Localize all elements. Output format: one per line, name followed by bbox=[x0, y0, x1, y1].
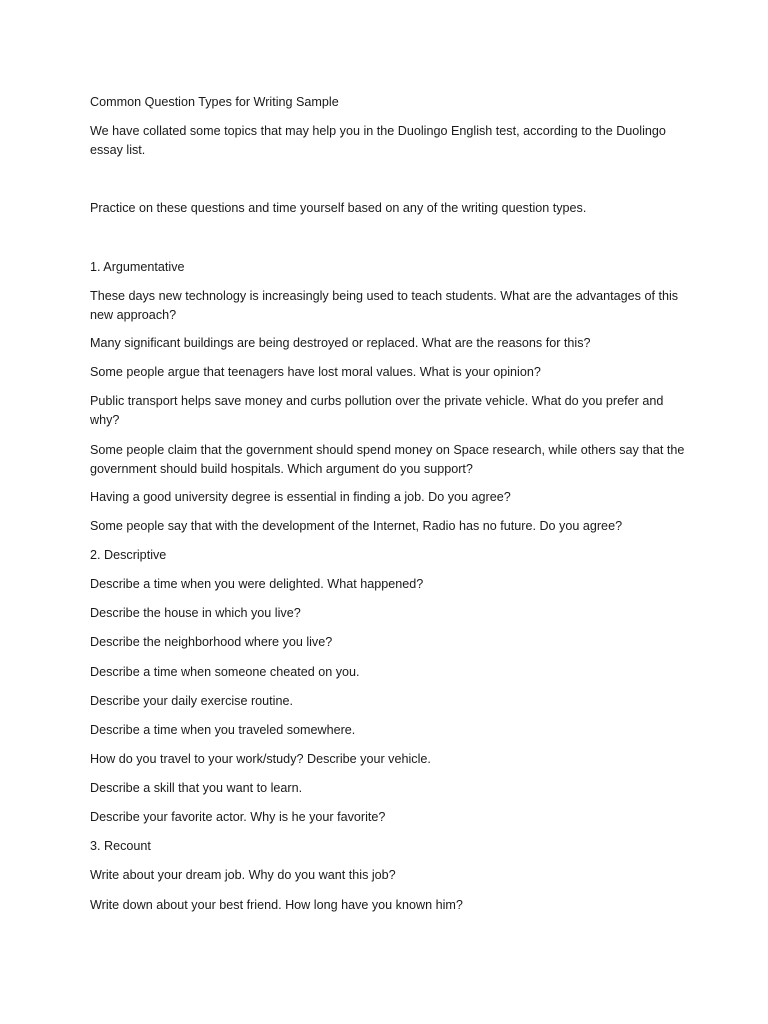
section-heading-recount: 3. Recount bbox=[90, 839, 151, 853]
question-item: Many significant buildings are being destroyed or replaced. What are the reasons for this? bbox=[90, 336, 591, 350]
question-item: Describe a time when someone cheated on you. bbox=[90, 665, 360, 679]
question-item: Describe the neighborhood where you live? bbox=[90, 635, 333, 649]
question-item: How do you travel to your work/study? Describe your vehicle. bbox=[90, 752, 431, 766]
question-item: Some people say that with the development of the Internet, Radio has no future. Do you agree? bbox=[90, 519, 623, 533]
document-title: Common Question Types for Writing Sample bbox=[90, 95, 339, 109]
question-item: Describe the house in which you live? bbox=[90, 606, 301, 620]
question-item: Describe a time when you were delighted. What happened? bbox=[90, 577, 424, 591]
question-item: Having a good university degree is essential in finding a job. Do you agree? bbox=[90, 490, 511, 504]
section-heading-argumentative: 1. Argumentative bbox=[90, 260, 185, 274]
section-heading-descriptive: 2. Descriptive bbox=[90, 548, 167, 562]
question-item: Public transport helps save money and curbs pollution over the private vehicle. What do you prefer and why? bbox=[90, 394, 664, 427]
question-item: Describe your favorite actor. Why is he your favorite? bbox=[90, 810, 386, 824]
practice-paragraph: Practice on these questions and time yourself based on any of the writing question types. bbox=[90, 201, 587, 215]
question-item: Some people claim that the government should spend money on Space research, while others say that the government should build hospitals. Which argument do you support? bbox=[90, 443, 685, 476]
intro-paragraph: We have collated some topics that may help you in the Duolingo English test, according to the Duolingo essay list. bbox=[90, 124, 666, 157]
question-item: Describe your daily exercise routine. bbox=[90, 694, 293, 708]
question-item: Write about your dream job. Why do you want this job? bbox=[90, 868, 396, 882]
question-item: These days new technology is increasingly being used to teach students. What are the advantages of this new approach? bbox=[90, 289, 679, 322]
question-item: Describe a time when you traveled somewhere. bbox=[90, 723, 356, 737]
question-item: Write down about your best friend. How long have you known him? bbox=[90, 898, 463, 912]
question-item: Describe a skill that you want to learn. bbox=[90, 781, 303, 795]
question-item: Some people argue that teenagers have lost moral values. What is your opinion? bbox=[90, 365, 541, 379]
